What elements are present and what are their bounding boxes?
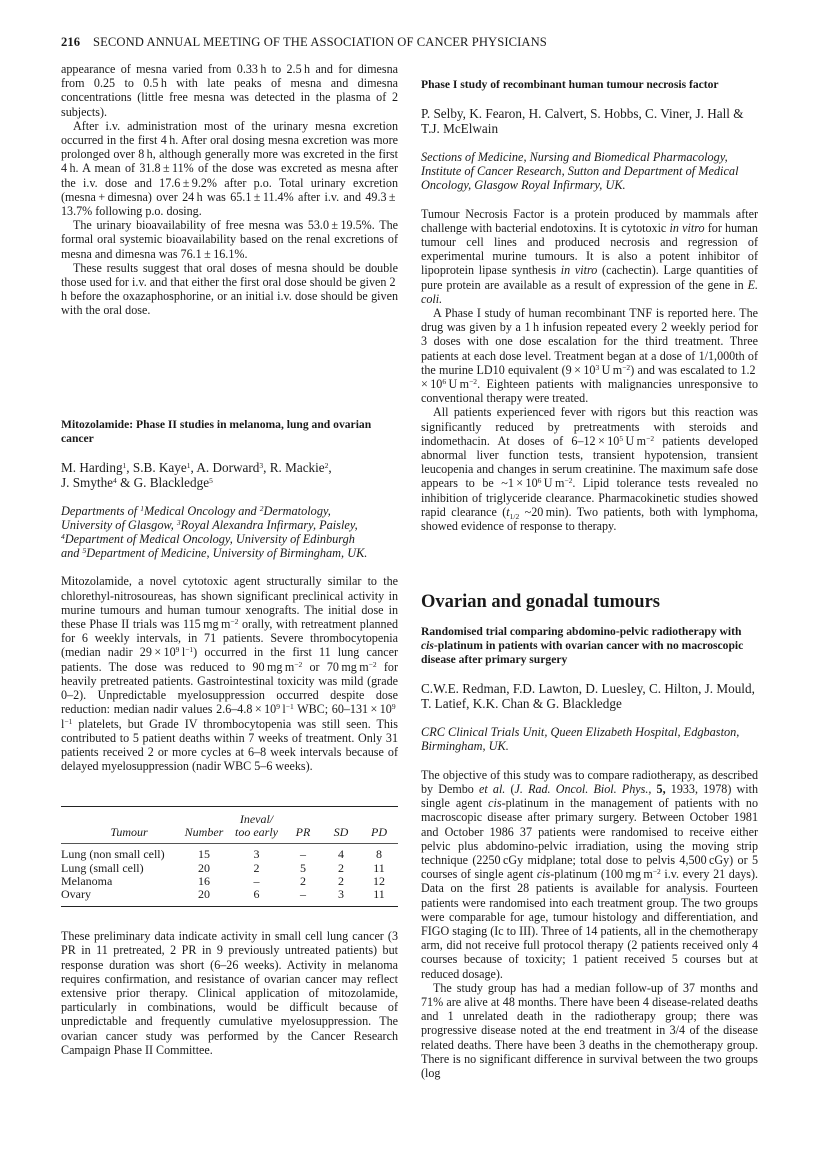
paragraph: The urinary bioavailability of free mesna was 53.0 ± 19.5%. The formal oral systemic bioavailability based on the renal excretions of mesna and dimesna was 76.1 ± 16.1%. (61, 218, 398, 261)
affiliation: Sections of Medicine, Nursing and Biomedical Pharmacology, Institute of Cancer Research, Sutton and Department of Medical Oncology, Glasgow Royal Infirmary, UK. (421, 150, 739, 193)
table-row: Lung (non small cell) 15 3 – 4 8 (61, 847, 382, 862)
column-header: Number (179, 807, 229, 844)
paragraph: appearance of mesna varied from 0.33 h to 2.5 h and for dimesna from 0.25 to 0.5 h with late peaks of mesna and dimesna concentrations (little free mesna was detected in the plasma of 2 subjects). (61, 62, 398, 119)
author-list: C.W.E. Redman, F.D. Lawton, D. Luesley, C. Hilton, J. Mould, T. Latief, K.K. Chan & G. Blackledge (421, 681, 755, 712)
paragraph: All patients experienced fever with rigors but this reaction was significantly reduced by pretreatments with steroids and indomethacin. At doses of $6-12 \times 10^5$ U $m^{-2}$ patients developed abnormal liver function tests, transient hypotension, transient leucopenia and changes in serum creatinine. The maximum safe dose appears to be ~1 × $10^6$ U $m^{-2}$. Lipid tolerance tests revealed no inhibition of triglyceride clearance. Pharmacokinetic studies showed rapid clearance ($t_{1/2}$ ~20 min). Two patients, both with lymphoma, showed evidence of response to therapy. (421, 405, 759, 534)
table-row: Melanoma 16 – 2 2 12 (61, 873, 385, 888)
left-column (61, 62, 398, 1057)
author-list: P. Selby, K. Fearon, H. Calvert, S. Hobbs, C. Viner, J. Hall & T.J. McElwain (421, 106, 744, 136)
column-header: PD (360, 807, 398, 844)
table-row: Lung (small cell) 20 2 5 2 11 (61, 860, 385, 875)
section-title: Ovarian and gonadal tumours (421, 592, 661, 613)
mesna-abstract-continuation (61, 62, 398, 318)
paragraph: These results suggest that oral doses of mesna should be double those used for i.v. and that either the first oral dose should be given 2 h before the oxazaphosphorine, or an initial i.v. dose should be given with the oral dose. (61, 260, 398, 318)
abstract-title: Phase I study of recombinant human tumour necrosis factor (421, 78, 719, 91)
affiliation: Departments of $^1$Medical Oncology and $^2$Dermatology, University of Glasgow, $^3$Royal Alexandra Infirmary, Paisley, $^4$Department of Medical Oncology, University of Edinburgh and $^5$Department of Medicine, University of Birmingham, UK. (61, 503, 368, 561)
tnf-abstract (421, 78, 758, 533)
running-head (61, 35, 547, 50)
paragraph: Tumour Necrosis Factor is a protein produced by mammals after challenge with bacterial endotoxins. It is cytotoxic in vitro for human tumour cell lines and produced necrosis and regression of experimental murine tumours. It is also a potent inhibitor of lipoprotein lipase synthesis in vitro (cachectin). Large quantities of pure protein are available as a result of expression of the gene in E. coli. (421, 206, 759, 306)
column-header: Ineval/ too early (229, 807, 284, 844)
table-header-row (61, 807, 398, 844)
paragraph: After i.v. administration most of the urinary mesna excretion occurred in the first 4 h. After oral dosing mesna excretion was more prolonged over 8 h, although generally more was excreted in the first 4 h. A mean of 31.8 ± 11% of the dose was excreted as mesna after the i.v. dose and 17.6 ± 9.2% after p.o. Total urinary excretion (mesna + dimesna) over 24 h was 65.1 ± 11.4% after i.v. and 49.3 ± 13.7% following p.o. dosing. (61, 118, 398, 219)
column-header: SD (322, 807, 360, 844)
response-table (61, 806, 398, 907)
paragraph: The study group has had a median follow-up of 37 months and 71% are alive at 48 months. There have been 4 disease-related deaths and 1 unrelated death in the radiotherapy group; there was progressive disease noted at the end treatment in 3/4 of the disease related deaths. There have been 3 deaths in the chemotherapy group. There is no significant difference in survival between the two groups (log (421, 980, 758, 1080)
paragraph: Mitozolamide, a novel cytotoxic agent structurally similar to the chlorethyl-nitrosoureas, has shown significant preclinical activity in murine tumours and human tumour xenografts. The initial dose in these Phase II trials was 115 mg $m^{-2}$ orally, with retreatment planned for 6 weekly intervals, in 71 patients. Severe thrombocytopenia (median nadir $29 \times 10^9$ $l^{-1}$) occurred in the first 11 lung cancer patients. The dose was reduced to 90 mg $m^{-2}$ or 70 mg $m^{-2}$ for heavily pretreated patients. Gastrointestinal toxicity was mild (grade 0–2). Unpredictable myelosuppression occurred despite dose reduction: median nadir values $2.6-4.8 \times 10^9$ $l^{-1}$ WBC; $60-131 \times 10^9$ $l^{-1}$ platelets, but Grade IV thrombocytopenia was still seen. This contributed to 5 patient deaths within 7 weeks of treatment. Only 31 patients received 2 or more cycles at 6–8 week intervals because of delayed myelosuppression (nadir WBC 5–6 weeks). (61, 574, 399, 774)
table-row: Ovary 20 6 – 3 11 (61, 886, 385, 901)
affiliation: CRC Clinical Trials Unit, Queen Elizabeth Hospital, Edgbaston, Birmingham, UK. (421, 725, 740, 754)
paragraph: These preliminary data indicate activity in small cell lung cancer (3 PR in 11 pretreated, 2 PR in 9 previously untreated patients) but response duration was short (6–26 weeks). Activity in melanoma requires confirmation, and resistance of ovarian cancer may reflect extensive prior therapy. Clinical application of mitozolamide, particularly in combinations, would be difficult because of unpredictable and frequently cumulative myelosuppression. The ovarian cancer study was performed by the Cancer Research Campaign Phase II Committee. (61, 929, 398, 1057)
column-header: Tumour (61, 807, 179, 844)
paragraph: A Phase I study of human recombinant TNF is reported here. The drug was given by a 1 h infusion repeated every 2 weekly period for 3 doses with one dose escalation for the third treatment. Three patients at each dose level. Treatment began at a dose of 1/1,000th of the murine LD10 equivalent ($9 \times 10^3$ U $m^{-2}$) and was escalated to $1.2 \times 10^6$ U $m^{-2}$. Eighteen patients with malignancies unresponsive to conventional therapy were treated. (421, 306, 759, 406)
page-number: 216 (61, 35, 81, 49)
column-header: PR (284, 807, 322, 844)
abstract-title: Randomised trial comparing abdomino-pelvic radiotherapy with cis-platinum in patients with ovarian cancer with no macroscopic disease after primary surgery (421, 625, 744, 667)
abstract-title: Mitozolamide: Phase II studies in melanoma, lung and ovarian cancer (61, 417, 372, 445)
right-column (421, 78, 758, 1080)
running-title: SECOND ANNUAL MEETING OF THE ASSOCIATION OF CANCER PHYSICIANS (93, 35, 547, 49)
paragraph: The objective of this study was to compare radiotherapy, as described by Dembo et al. (J. Rad. Oncol. Biol. Phys., 5, 1933, 1978) with single agent cis-platinum in the management of patients with no macroscopic disease after primary surgery. Between October 1981 and October 1986 37 patients were randomised to receive either pelvic plus abdomino-pelvic irradiation, using the moving strip technique (2250 cGy midplane; total dose to pelvis 4,500 cGy) or 5 courses of single agent cis-platinum (100 mg $m^{-2}$ i.v. every 21 days). Data on the first 28 patients is available for analysis. Fourteen patients were randomised into each treatment group. The two groups were comparable for age, tumour histology and differentiation, and FIGO staging (Ic to III). Three of 14 patients, all in the chemotherapy arm, did not receive full protocol therapy (2 patients received only 4 courses because of toxicity; 1 patient received 5 courses but at reduced dosage). (421, 767, 759, 981)
ovarian-abstract (421, 625, 758, 1080)
mitozolamide-abstract (61, 418, 398, 1057)
author-list: M. Harding$^1$, S.B. Kaye$^1$, A. Dorward$^3$, R. Mackie$^2$, J. Smythe$^4$ & G. Blackledge$^5$ (61, 459, 332, 490)
